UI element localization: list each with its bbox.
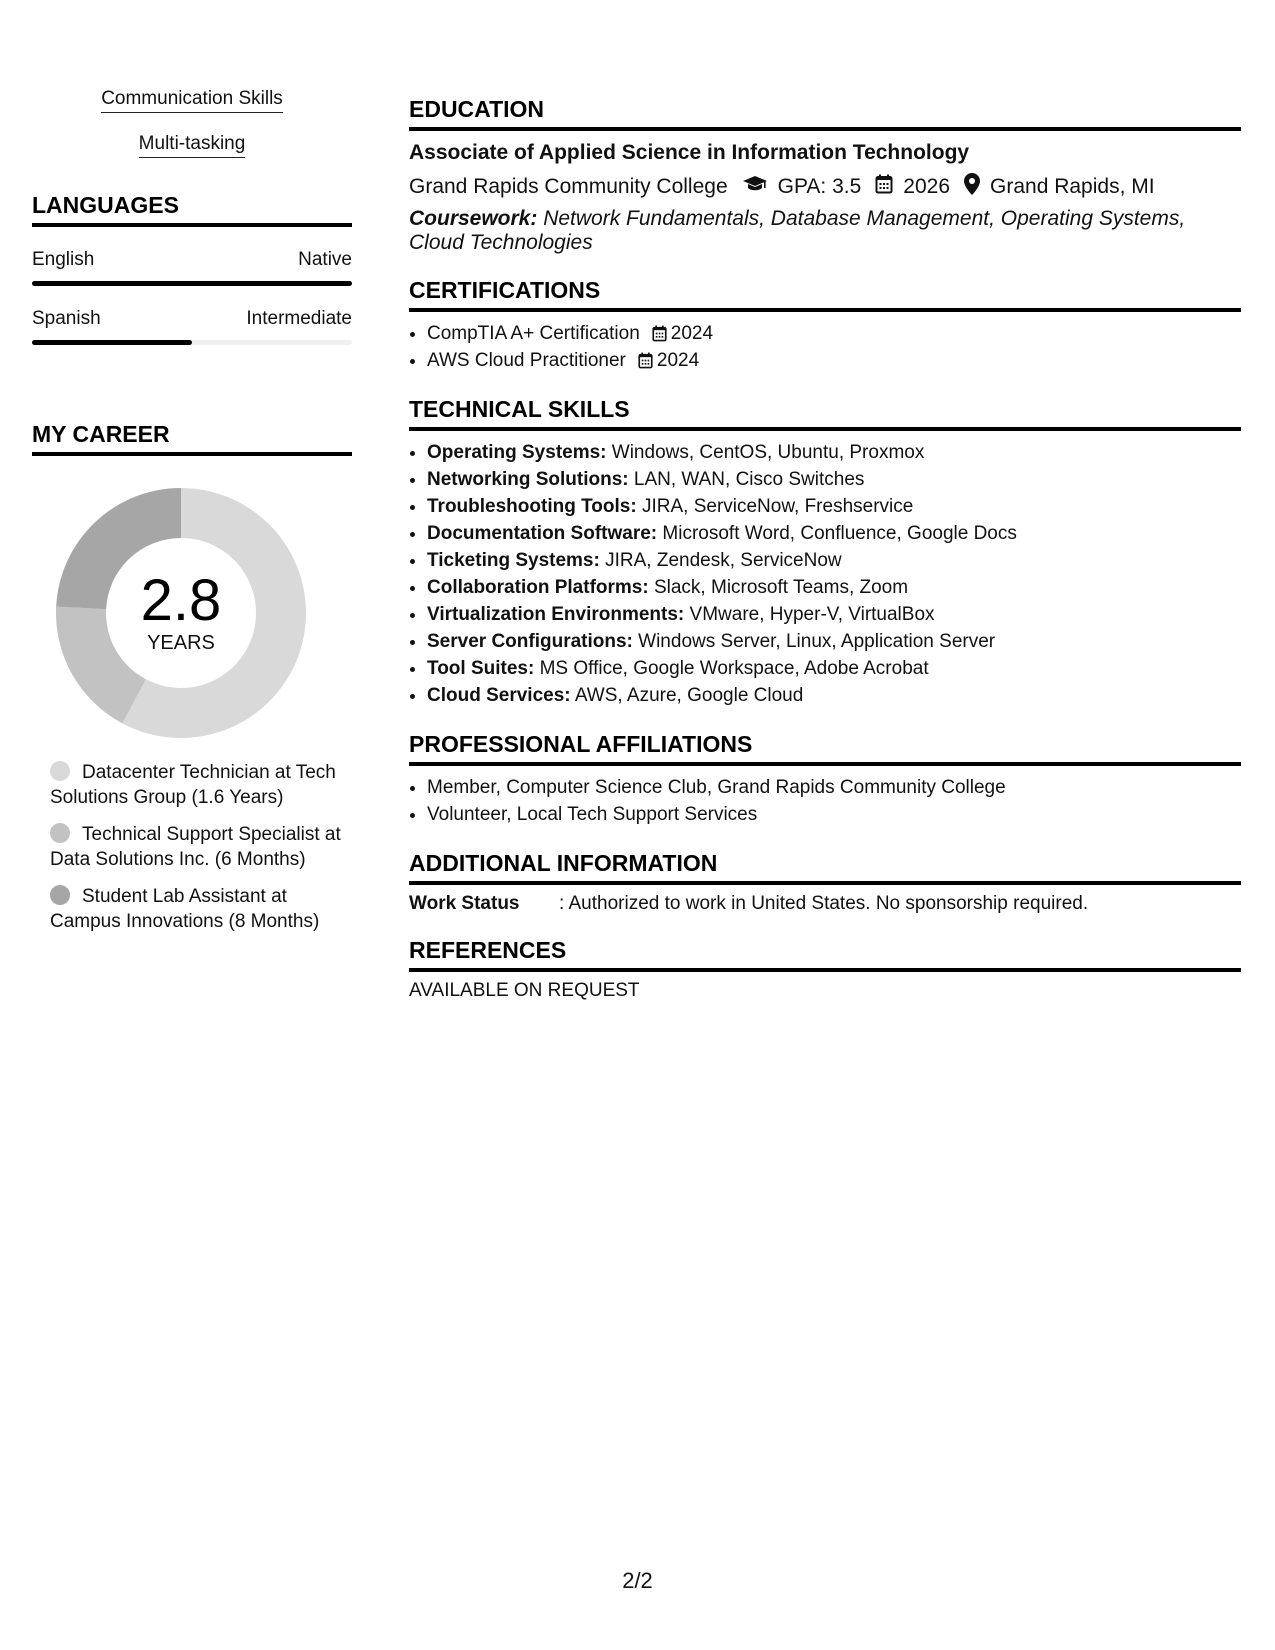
education-heading: EDUCATION xyxy=(409,96,1241,131)
career-total: 2.8 xyxy=(140,567,222,633)
affiliations-heading: PROFESSIONAL AFFILIATIONS xyxy=(409,731,1241,766)
language-item xyxy=(32,308,352,345)
career-unit: YEARS xyxy=(147,631,215,654)
certifications-heading: CERTIFICATIONS xyxy=(409,277,1241,312)
language-bar xyxy=(32,340,352,345)
main-content xyxy=(409,96,1241,1024)
certification-name: CompTIA A+ Certification xyxy=(427,323,640,344)
certification-item xyxy=(427,320,1241,347)
work-status-value: : Authorized to work in United States. No sponsorship required. xyxy=(559,893,1089,914)
references-text: AVAILABLE ON REQUEST xyxy=(409,980,640,1001)
skill-item: • Operating Systems: Windows, CentOS, Ubuntu, Proxmox xyxy=(427,439,1241,466)
career-legend-label: Datacenter Technician at Tech Solutions Group (1.6 Years) xyxy=(50,762,336,808)
coursework xyxy=(409,207,1241,255)
career-legend-item xyxy=(50,884,352,934)
career-legend-item xyxy=(50,822,352,872)
language-level: Native xyxy=(298,249,352,270)
school-location: Grand Rapids, MI xyxy=(990,175,1155,198)
skill-item: • Virtualization Environments: VMware, Hyper-V, VirtualBox xyxy=(427,601,1241,628)
languages-heading: LANGUAGES xyxy=(32,192,352,227)
language-name: Spanish xyxy=(32,308,101,329)
additional-info-heading: ADDITIONAL INFORMATION xyxy=(409,850,1241,885)
calendar-icon xyxy=(638,352,653,369)
skill-item: • Server Configurations: Windows Server, Linux, Application Server xyxy=(427,628,1241,655)
coursework-label: Coursework: xyxy=(409,207,538,230)
language-bar-fill xyxy=(32,281,352,286)
education-section xyxy=(409,96,1241,255)
skill-item: • Collaboration Platforms: Slack, Microsoft Teams, Zoom xyxy=(427,574,1241,601)
work-status-row xyxy=(409,893,1241,915)
certification-name: AWS Cloud Practitioner xyxy=(427,350,626,371)
skill-item xyxy=(32,133,352,158)
language-name: English xyxy=(32,249,95,270)
degree-title: Associate of Applied Science in Information Technology xyxy=(409,141,970,164)
affiliation-item: • Member, Computer Science Club, Grand Rapids Community College xyxy=(427,774,1241,801)
graduation-cap-icon xyxy=(742,175,768,199)
references-section xyxy=(409,937,1241,1002)
affiliation-item: • Volunteer, Local Tech Support Services xyxy=(427,801,1241,828)
calendar-icon xyxy=(875,174,893,200)
skill-item: • Tool Suites: MS Office, Google Workspace, Adobe Acrobat xyxy=(427,655,1241,682)
work-status-label: Work Status xyxy=(409,893,520,914)
technical-skills-section xyxy=(409,396,1241,709)
skill-label: Multi-tasking xyxy=(139,133,246,158)
career-donut-chart xyxy=(56,488,306,738)
certification-year: 2024 xyxy=(652,323,713,344)
additional-info-section xyxy=(409,850,1241,915)
language-item xyxy=(32,249,352,286)
skill-item: • Troubleshooting Tools: JIRA, ServiceNow, Freshservice xyxy=(427,493,1241,520)
skill-item: • Documentation Software: Microsoft Word, Confluence, Google Docs xyxy=(427,520,1241,547)
school-name: Grand Rapids Community College xyxy=(409,175,728,198)
certifications-section xyxy=(409,277,1241,374)
career-legend-label: Student Lab Assistant at Campus Innovations (8 Months) xyxy=(50,886,320,932)
skill-item: • Cloud Services: AWS, Azure, Google Cloud xyxy=(427,682,1241,709)
skill-item: • Ticketing Systems: JIRA, Zendesk, ServiceNow xyxy=(427,547,1241,574)
graduation-year: 2026 xyxy=(903,175,951,198)
certification-item xyxy=(427,347,1241,374)
technical-skills-heading: TECHNICAL SKILLS xyxy=(409,396,1241,431)
education-details xyxy=(409,173,1241,201)
skill-item: • Networking Solutions: LAN, WAN, Cisco Switches xyxy=(427,466,1241,493)
references-heading: REFERENCES xyxy=(409,937,1241,972)
legend-dot-icon xyxy=(50,885,70,905)
certification-year: 2024 xyxy=(638,350,699,371)
career-legend-label: Technical Support Specialist at Data Solutions Inc. (6 Months) xyxy=(50,824,341,870)
career-legend-item xyxy=(50,760,352,810)
skill-item xyxy=(32,88,352,113)
affiliations-section xyxy=(409,731,1241,828)
career-heading: MY CAREER xyxy=(32,421,352,456)
gpa: GPA: 3.5 xyxy=(777,175,862,198)
calendar-icon xyxy=(652,325,667,342)
language-bar xyxy=(32,281,352,286)
location-pin-icon xyxy=(964,173,980,201)
coursework-list: Network Fundamentals, Database Management, Operating Systems, Cloud Technologies xyxy=(409,207,1186,254)
career-legend xyxy=(50,760,352,934)
legend-dot-icon xyxy=(50,823,70,843)
legend-dot-icon xyxy=(50,761,70,781)
page-number: 2/2 xyxy=(622,1568,653,1593)
language-bar-fill xyxy=(32,340,192,345)
language-level: Intermediate xyxy=(246,308,352,329)
sidebar xyxy=(32,88,352,946)
skill-label: Communication Skills xyxy=(101,88,283,113)
